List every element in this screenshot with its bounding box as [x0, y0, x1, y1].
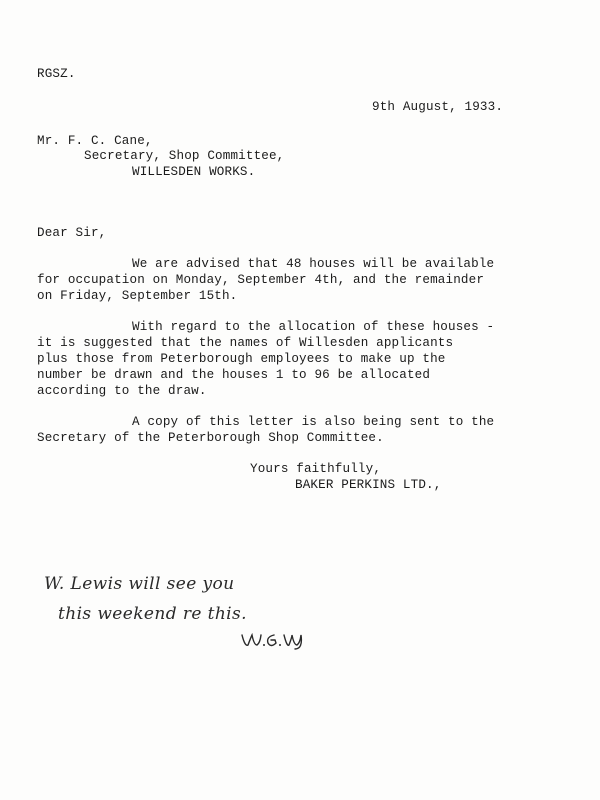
addressee-location: WILLESDEN WORKS. — [132, 165, 256, 179]
addressee-name: Mr. F. C. Cane, — [37, 134, 153, 148]
paragraph-2-line-4: number be drawn and the houses 1 to 96 be allocated — [37, 368, 431, 382]
paragraph-1-line-1: We are advised that 48 houses will be available — [132, 257, 495, 271]
paragraph-3-line-1: A copy of this letter is also being sent to the — [132, 415, 495, 429]
addressee-title: Secretary, Shop Committee, — [84, 149, 285, 163]
letter-date: 9th August, 1933. — [372, 100, 504, 114]
paragraph-2-line-5: according to the draw. — [37, 384, 207, 398]
company-name: BAKER PERKINS LTD., — [295, 478, 442, 492]
handwritten-note-line-1: W. Lewis will see you — [44, 574, 235, 594]
paragraph-2-line-3: plus those from Peterborough employees to make up the — [37, 352, 446, 366]
paragraph-1-line-3: on Friday, September 15th. — [37, 289, 238, 303]
paragraph-3-line-2: Secretary of the Peterborough Shop Committee. — [37, 431, 384, 445]
reference-code: RGSZ. — [37, 67, 76, 81]
paragraph-2-line-1: With regard to the allocation of these houses - — [132, 320, 495, 334]
valediction: Yours faithfully, — [250, 462, 382, 476]
paragraph-1-line-2: for occupation on Monday, September 4th, and the remainder — [37, 273, 485, 287]
paragraph-2-line-2: it is suggested that the names of Willesden applicants — [37, 336, 454, 350]
handwritten-initials-signature — [238, 625, 308, 655]
salutation: Dear Sir, — [37, 226, 107, 240]
handwritten-note-line-2: this weekend re this. — [58, 604, 247, 624]
